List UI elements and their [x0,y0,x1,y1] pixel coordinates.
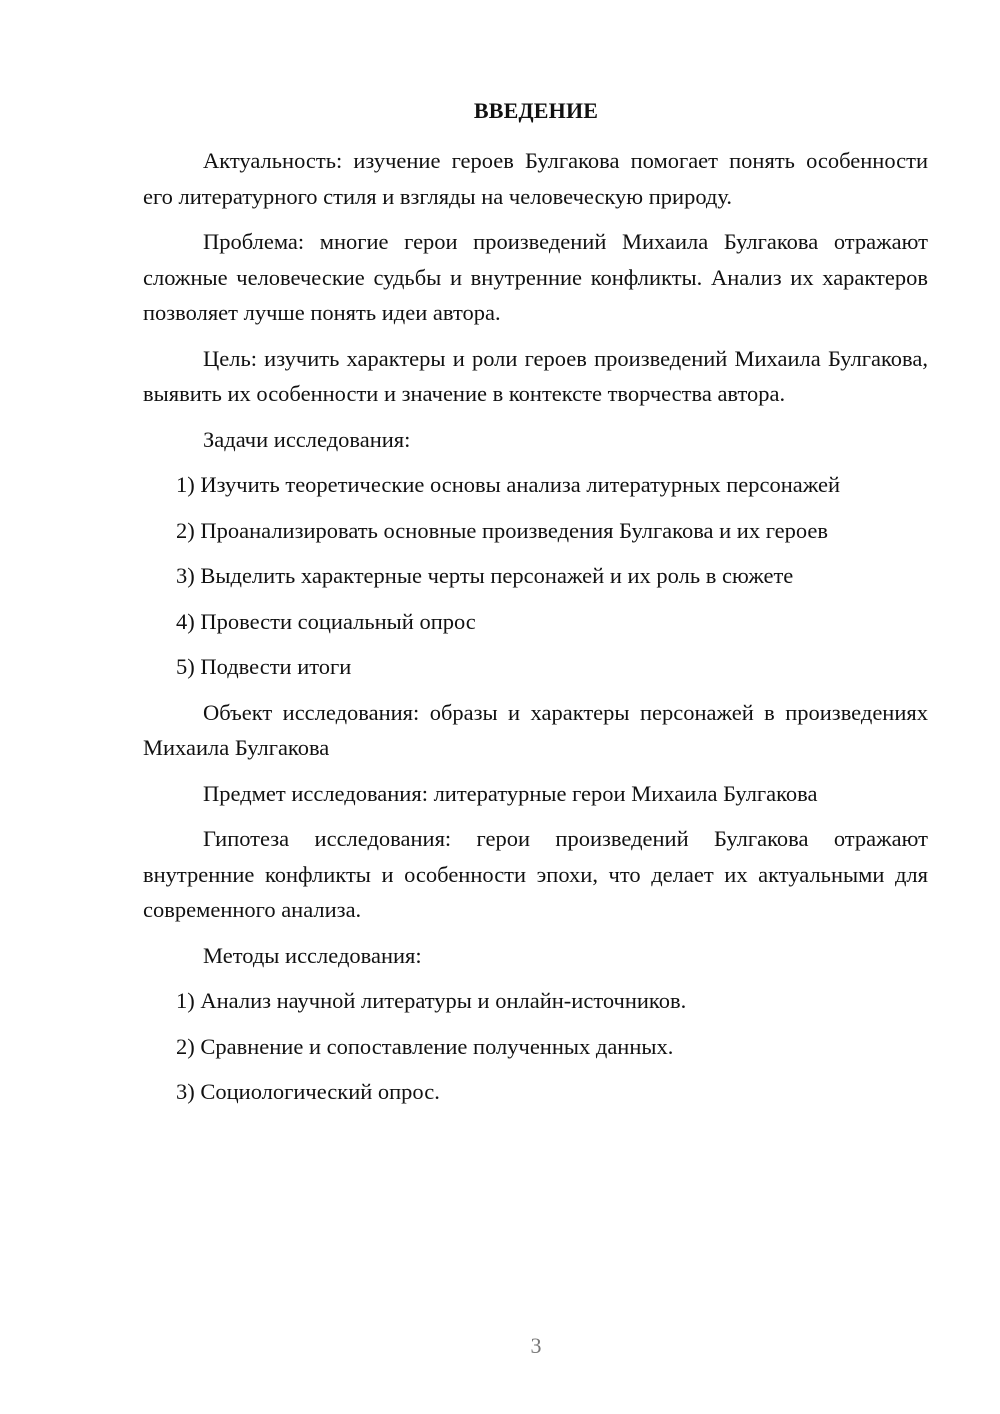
list-item: 4) Провести социальный опрос [176,608,476,634]
list-item: 3) Выделить характерные черты персонажей и их роль в сюжете [176,563,794,588]
goal-paragraph: Цель: изучить характеры и роли героев произведений Михаила Булгакова, выявить их особенности и значение в контексте творчества автора. [143,345,928,406]
relevance-paragraph: Актуальность: изучение героев Булгакова помогает понять особенности его литературного стиля и взгляды на человеческую природу. [143,148,928,209]
page-title: ВВЕДЕНИЕ [473,98,599,123]
object-paragraph: Объект исследования: образы и характеры персонажей в произведениях Михаила Булгакова [143,699,928,760]
page-content [143,143,928,1120]
methods-list [143,983,928,1110]
list-item: 3) Социологический опрос. [176,1079,440,1104]
problem-paragraph: Проблема: многие герои произведений Михаила Булгакова отражают сложные человеческие судьбы и внутренние конфликты. Анализ их характеров позволяет лучше понять идеи автора. [143,229,928,325]
subject-paragraph: Предмет исследования: литературные герои Михаила Булгакова [203,780,818,806]
list-item: 1) Анализ научной литературы и онлайн-источников. [176,988,687,1013]
tasks-list [143,467,928,685]
list-item: 1) Изучить теоретические основы анализа литературных персонажей [176,472,841,497]
methods-heading: Методы исследования: [203,942,422,968]
list-item: 2) Проанализировать основные произведения Булгакова и их героев [176,517,829,543]
hypothesis-paragraph: Гипотеза исследования: герои произведений Булгакова отражают внутренние конфликты и особенности эпохи, что делает их актуальными для современного анализа. [143,826,928,922]
list-item: 2) Сравнение и сопоставление полученных данных. [176,1033,674,1059]
tasks-heading: Задачи исследования: [203,426,411,452]
page-number: 3 [530,1333,542,1358]
list-item: 5) Подвести итоги [176,654,352,679]
